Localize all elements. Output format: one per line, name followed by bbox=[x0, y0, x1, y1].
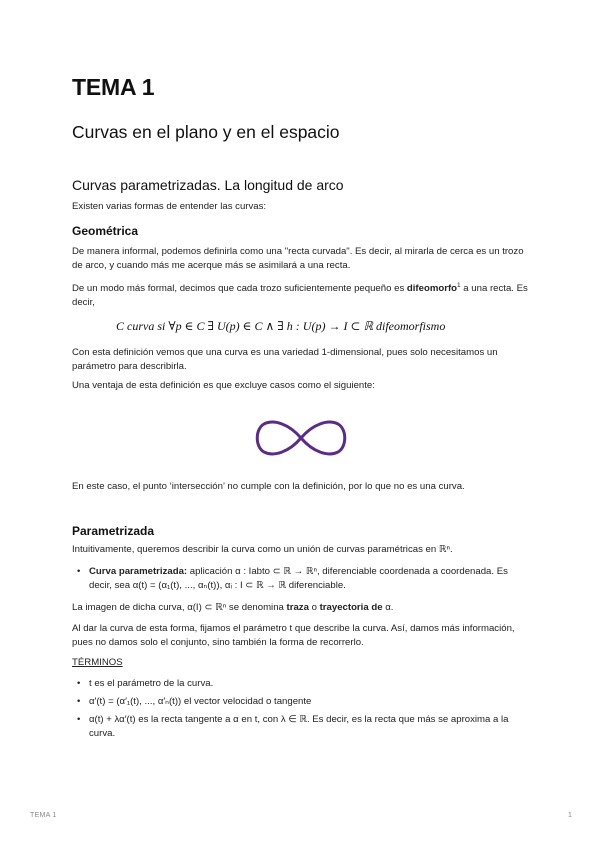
geometrica-para3: Con esta definición vemos que una curva es una variedad 1-dimensional, pues solo necesitamos un parámetro para describirla. bbox=[72, 347, 498, 372]
list-item: • α(t) + λα′(t) es la recta tangente a α en t, con λ ∈ ℝ. Es decir, es la recta que más se aproxima a la curva. bbox=[77, 714, 509, 739]
difeomorfo-term: difeomorfo bbox=[406, 283, 458, 295]
parametrizada-heading: Parametrizada bbox=[72, 524, 155, 538]
parametrizada-para-dar: Al dar la curva de esta forma, fijamos el parámetro t que describe la curva. Así, damos más información, pues no damos solo el conjunto, sino también la forma de recorrerlo. bbox=[72, 623, 515, 648]
para2-text-b: a una recta. Es decir, bbox=[72, 283, 528, 309]
footnote-ref[interactable]: 1 bbox=[457, 282, 461, 289]
curve-definition-formula: C curva si ∀p ∈ C ∃ U(p) ∈ C ∧ ∃ h : U(p) → I ⊂ ℝ difeomorfismo bbox=[116, 319, 446, 333]
list-item: • α′(t) = (α′₁(t), ..., α′ₙ(t)) el vector velocidad o tangente bbox=[77, 696, 312, 707]
parametrizada-intro: Intuitivamente, queremos describir la curva como un unión de curvas paramétricas en ℝⁿ. bbox=[72, 544, 453, 555]
traza-sentence: La imagen de dicha curva, α(I) ⊂ ℝⁿ se denomina traza o trayectoria de α. bbox=[72, 602, 394, 613]
para2-text-a: De un modo más formal, decimos que cada trozo suficientemente pequeño es bbox=[72, 283, 407, 295]
geometrica-para2 bbox=[72, 279, 528, 310]
trayectoria-term: trayectoria de bbox=[319, 602, 383, 613]
traza-term: traza bbox=[286, 602, 309, 613]
list-item: • Curva parametrizada: aplicación α : Iabto ⊂ ℝ → ℝⁿ, diferenciable coordenada a coordenada. Es decir, sea α(t) = (α₁(t), ..., αₙ(t)), αᵢ : I ⊂ ℝ → ℝ diferenciable. bbox=[77, 566, 508, 591]
section-heading: Curvas parametrizadas. La longitud de arco bbox=[72, 177, 344, 193]
geometrica-para4: Una ventaja de esta definición es que excluye casos como el siguiente: bbox=[72, 380, 375, 391]
curva-param-def: aplicación α : Iabto ⊂ ℝ → ℝⁿ, diferenciable coordenada a coordenada. Es decir, sea α(t) = (α₁(t), ..., αₙ(t)), αᵢ : I ⊂ ℝ → ℝ diferenciable. bbox=[89, 566, 508, 591]
terms-list bbox=[72, 677, 528, 745]
geometrica-heading: Geométrica bbox=[72, 224, 139, 238]
section-intro: Existen varias formas de entender las curvas: bbox=[72, 201, 267, 212]
geometrica-para5: En este caso, el punto ‘intersección’ no cumple con la definición, por lo que no es una curva. bbox=[72, 481, 465, 492]
page-title: TEMA 1 bbox=[72, 74, 155, 100]
lemniscate-figure bbox=[254, 415, 348, 461]
lemniscate-curve bbox=[257, 422, 345, 454]
page-subtitle: Curvas en el plano y en el espacio bbox=[72, 122, 340, 142]
terminos-label: TÉRMINOS bbox=[72, 657, 123, 668]
curva-param-term: Curva parametrizada: bbox=[89, 566, 188, 577]
footer-title: TEMA 1 bbox=[30, 812, 57, 819]
page-number: 1 bbox=[568, 812, 572, 819]
definition-list bbox=[72, 565, 528, 597]
geometrica-para1: De manera informal, podemos definirla como una "recta curvada". Es decir, al mirarla de cerca es un trozo de arco, y cuando más me acerque más se asimilará a una recta. bbox=[72, 246, 524, 271]
list-item: • t es el parámetro de la curva. bbox=[77, 678, 214, 689]
